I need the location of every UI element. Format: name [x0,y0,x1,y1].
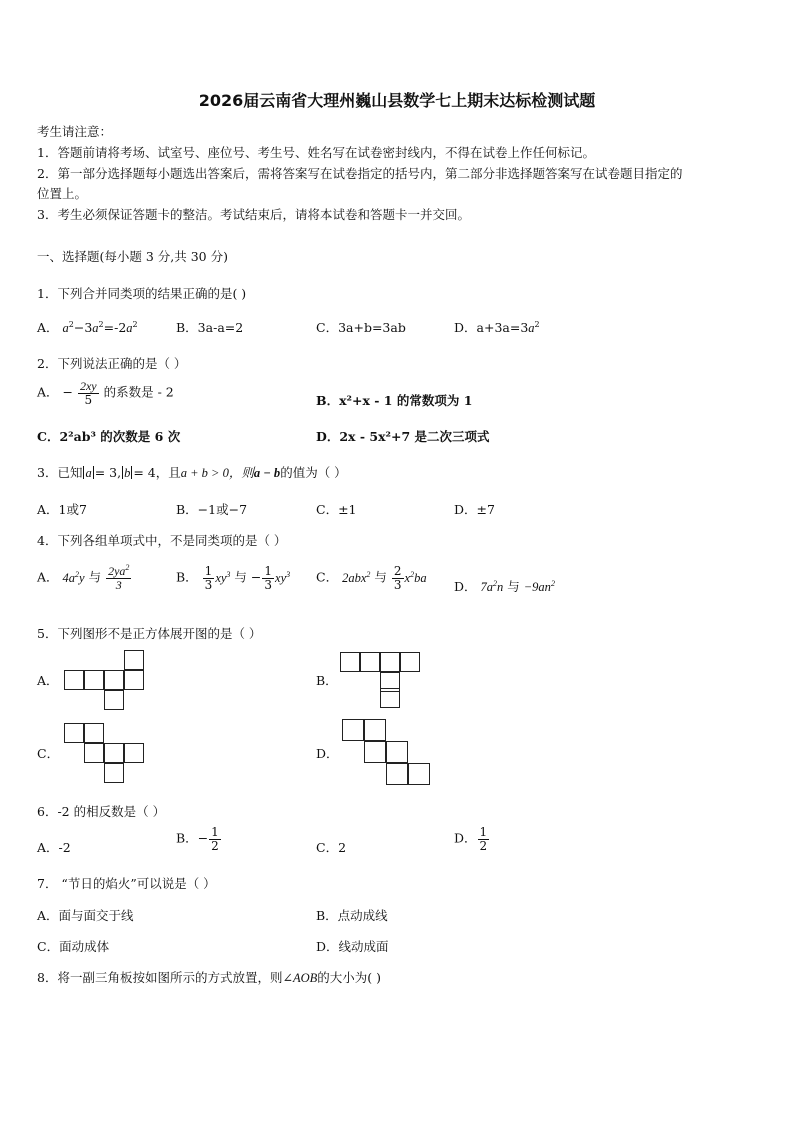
q2-option-a: A． − $\frac{2xy}{5}$ 的系数是 - 2 [37,379,174,407]
option-text: 的系数是 - 2 [103,384,174,400]
q4-option-c: C． 2abx$^2$ 与 $\frac{2}{3}$ $x^2ba$ [316,564,427,592]
page-title: 2026届云南省大理州巍山县数学七上期末达标检测试题 [198,91,596,110]
q7-option-d: D．线动成面 [316,939,389,954]
numerator: 1 [211,825,219,839]
option-label: A． [37,384,59,400]
q6-option-c: C．2 [316,840,347,855]
stem-text: 3．已知 [37,465,83,480]
q2-option-b: B．x²+x - 1 的常数项为 1 [316,393,473,408]
q5-label-a: A． [37,673,59,688]
q2-option-d: D．2x - 5x²+7 是二次三项式 [316,429,490,444]
notice-item: 位置上。 [37,186,88,201]
q1-option-b: B．3a-a=2 [176,320,244,335]
stem-text: 8．将一副三角板按如图所示的方式放置，则 [37,970,283,985]
option-label: D． [454,830,477,846]
exponent: 2 [534,320,540,329]
question-2-stem: 2．下列说法正确的是（ ） [37,356,187,371]
question-7-stem: 7． “节日的焰火”可以说是（ ） [37,876,216,891]
exponent: 2 [132,320,138,329]
word-with: 与 [507,579,520,594]
q3-option-b: B．−1或−7 [176,502,248,517]
q1-option-d: D．$a+3a=3a^2$ [454,320,540,335]
q1-option-c: C．3a+b=3ab [316,320,406,335]
word-with: 与 [234,569,247,585]
option-label: C． [316,569,339,585]
numerator: 1 [479,825,488,839]
exponent: 2 [68,320,74,329]
q3-option-d: D．±7 [454,502,495,517]
q6-option-d [454,826,490,852]
stem-condition: a + b > 0，则 [180,466,254,480]
stem-expression: a − b [253,466,281,480]
question-8-stem [37,968,381,986]
numerator: 2xy [79,379,97,393]
expr-text: =-2 [103,320,127,335]
option-label: D． [454,579,477,594]
angle-expression: ∠AOB [282,971,318,985]
notice-heading: 考生请注意： [37,124,113,139]
q2-option-c: C．2²ab³ 的次数是 6 次 [37,429,181,444]
stem-text: 的大小为( ) [317,970,381,985]
q4-option-b: B． $\frac{1}{3}$ $xy^3$ 与 − $\frac{1}{3}$ $xy^3$ [176,564,291,592]
q7-option-a: A．面与面交于线 [37,908,134,923]
question-4-stem: 4．下列各组单项式中，不是同类项的是（ ） [37,533,287,548]
q6-option-b: B．− $\frac{1}{2}$ [176,825,219,853]
option-label: B． [176,569,198,585]
q3-option-c: C．±1 [316,502,357,517]
q4-option-a: A． $4a^2y$ 与 $\frac{2ya^2}{3}$ [37,563,130,592]
stem-text: 的值为（ ） [280,465,347,480]
q5-label-c: C． [37,746,60,761]
q3-option-a: A．1或7 [37,502,87,517]
q7-option-b: B．点动成线 [316,908,388,923]
notice-item: 3．考生必须保证答题卡的整洁。考试结束后，请将本试卷和答题卡一并交回。 [37,207,470,222]
q5-label-b: B． [316,673,338,688]
q1-option-a: A． $a^2-3a^2=-2a^2$ [37,320,138,335]
stem-text: = 3, [94,465,122,480]
option-text: D．a+3a=3 [454,320,529,335]
question-3-stem: 3．已知 a = 3, b = 4，且a + b > 0，则a − b的值为（ ） [37,465,347,480]
q7-option-c: C．面动成体 [37,939,110,954]
exponent: 2 [98,320,104,329]
section-heading: 一、选择题(每小题 3 分,共 30 分) [37,249,228,264]
fraction [78,380,99,406]
question-5-stem: 5．下列图形不是正方体展开图的是（ ） [37,626,262,641]
question-6-stem: 6．-2 的相反数是（ ） [37,804,166,819]
question-1-stem: 1．下列合并同类项的结果正确的是( ) [37,286,247,301]
option-label: A． [37,569,59,585]
denominator: 2 [479,838,488,853]
option-label: B． [176,830,198,846]
q4-option-d: D． $7a^2n$ 与 $-9an^2$ [454,579,555,594]
var-a: a [85,466,92,480]
option-label: A． [37,320,59,335]
q5-label-d: D． [316,746,339,761]
notice-item: 2．第一部分选择题每小题选出答案后，需将答案写在试卷指定的括号内，第二部分非选择题答案写在试卷题目指定的 [37,166,683,181]
denominator: 2 [211,838,219,853]
word-with: 与 [88,569,102,585]
notice-item: 1．答题前请将考场、试室号、座位号、考生号、姓名写在试卷密封线内，不得在试卷上作任何标记。 [37,145,595,160]
stem-text: = 4，且 [133,465,181,480]
word-with: 与 [374,569,387,585]
q6-option-a: A．-2 [37,840,71,855]
denominator: 5 [84,392,93,407]
